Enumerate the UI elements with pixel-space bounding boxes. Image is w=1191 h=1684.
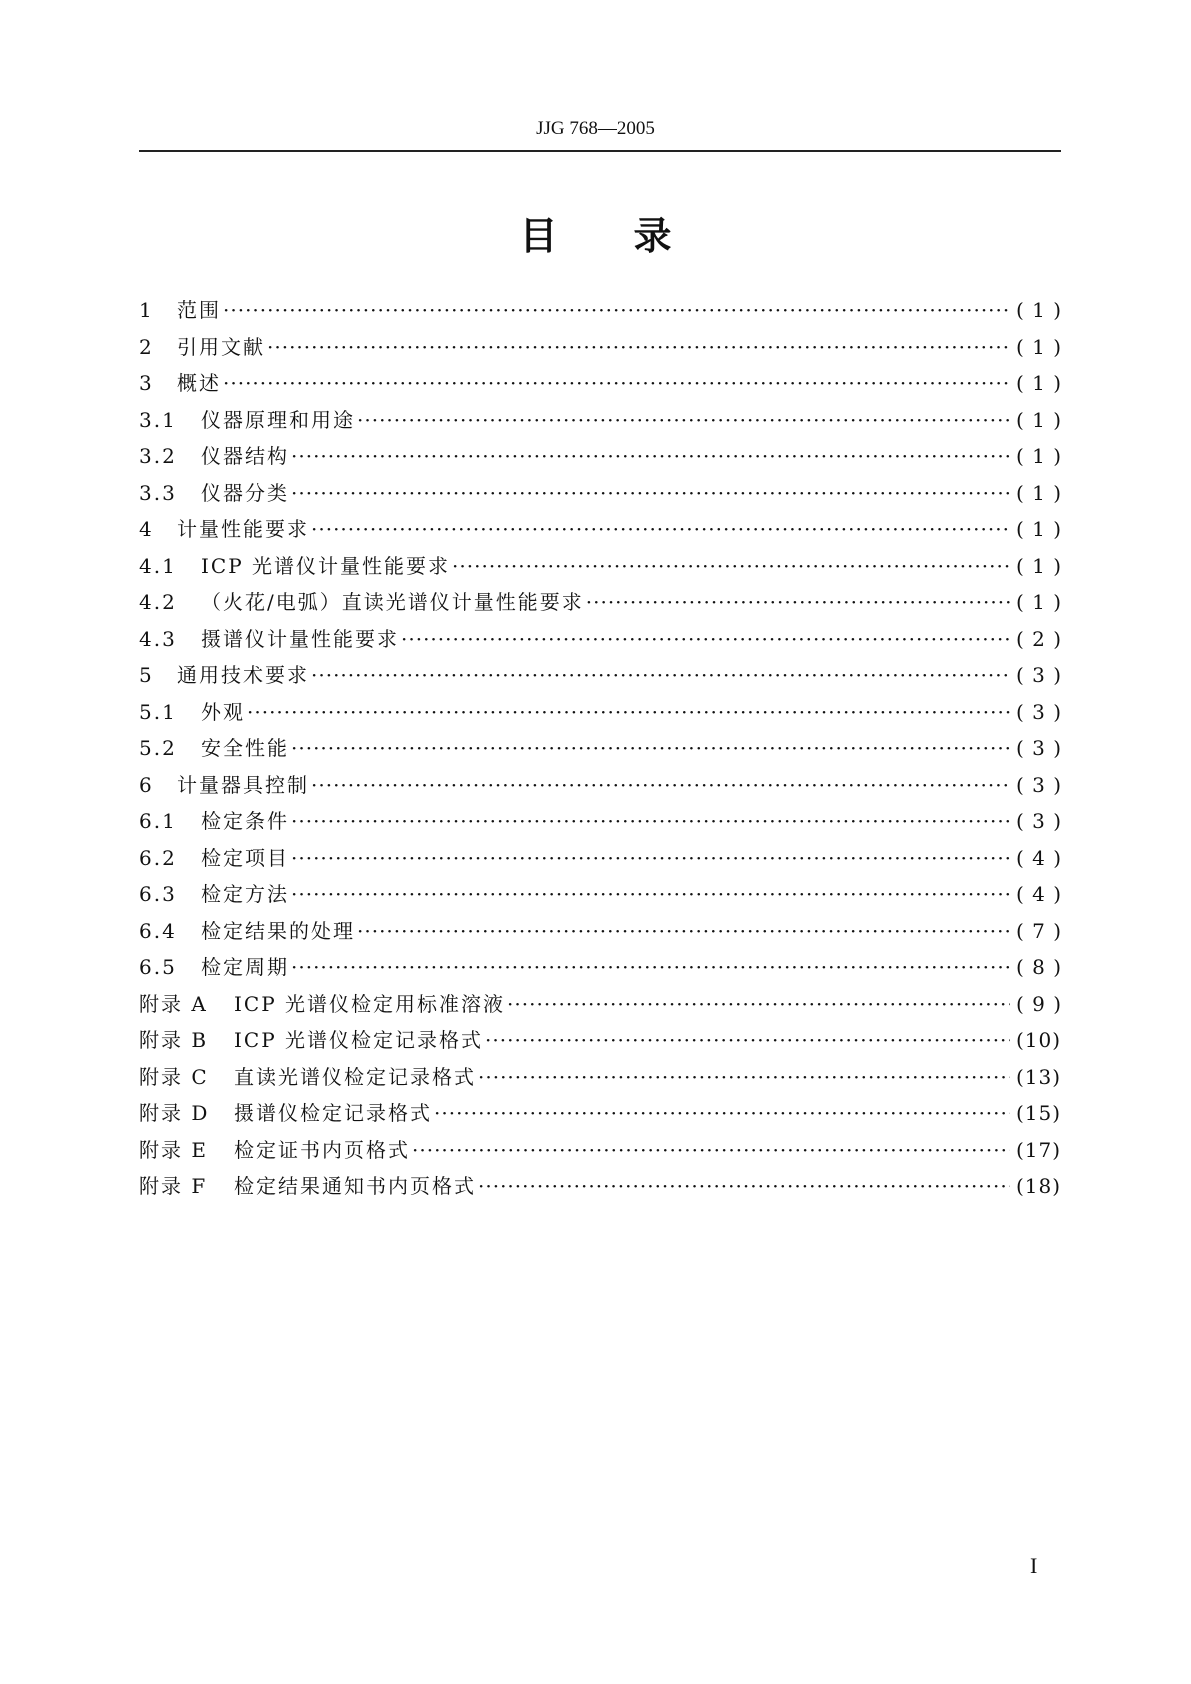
dot-leader	[478, 1059, 1010, 1096]
toc-entry-number: 3.3	[139, 480, 177, 505]
toc-entry-label: 检定条件	[201, 809, 289, 833]
toc-entry-label: 仪器原理和用途	[201, 407, 355, 432]
toc-entry[interactable]	[139, 876, 1061, 913]
toc-entry-number: 4	[139, 517, 154, 541]
toc-entry-label: （火花/电弧）直读光谱仪计量性能要求	[201, 590, 584, 614]
toc-entry-number: 5.2	[139, 736, 177, 760]
toc-entry-label: 引用文献	[177, 334, 265, 359]
toc-entry-number: 5.1	[139, 699, 177, 724]
dot-leader	[291, 475, 1010, 512]
toc-entry-page: ( 3 )	[1016, 809, 1063, 833]
toc-entry-label: ICP 光谱仪计量性能要求	[201, 553, 451, 578]
toc-entry-label: 仪器结构	[201, 444, 289, 468]
toc-entry-label: 检定方法	[201, 882, 289, 906]
dot-leader	[291, 730, 1010, 767]
toc-entry[interactable]	[139, 730, 1061, 767]
toc-entry[interactable]	[139, 329, 1061, 366]
toc-entry[interactable]	[139, 511, 1061, 548]
dot-leader	[452, 548, 1010, 585]
toc-entry[interactable]	[139, 584, 1061, 621]
toc-entry-label: 检定结果通知书内页格式	[234, 1174, 476, 1198]
toc-entry-page: ( 2 )	[1016, 626, 1063, 651]
dot-leader	[267, 329, 1010, 366]
toc-entry[interactable]	[139, 657, 1061, 694]
toc-entry-label: 检定周期	[201, 955, 289, 979]
toc-entry-label: 检定结果的处理	[201, 918, 355, 943]
toc-entry-label: 检定项目	[201, 845, 289, 870]
toc-entry-number: 6.1	[139, 809, 177, 833]
toc-entry-page: (17)	[1016, 1137, 1062, 1162]
toc-entry-number: 6.3	[139, 882, 177, 906]
toc-entry-number: 附录 E	[139, 1137, 208, 1162]
toc-entry-number: 附录 A	[139, 991, 208, 1016]
toc-entry[interactable]	[139, 438, 1061, 475]
toc-entry-label: ICP 光谱仪检定用标准溶液	[234, 991, 506, 1016]
toc-entry-number: 4.3	[139, 626, 177, 651]
toc-entry-page: ( 3 )	[1016, 699, 1063, 724]
toc-entry-page: ( 3 )	[1016, 736, 1063, 760]
toc-entry-number: 5	[139, 663, 154, 687]
dot-leader	[311, 767, 1010, 804]
dot-leader	[485, 1022, 1010, 1059]
toc-entry-page: ( 9 )	[1016, 991, 1063, 1016]
toc-entry-number: 附录 F	[139, 1174, 208, 1198]
dot-leader	[247, 694, 1010, 731]
toc-entry-page: ( 3 )	[1016, 772, 1063, 797]
toc-entry-page: ( 1 )	[1016, 480, 1063, 505]
toc-entry[interactable]	[139, 475, 1061, 512]
toc-entry[interactable]	[139, 1168, 1061, 1205]
toc-entry-page: (18)	[1016, 1174, 1062, 1198]
dot-leader	[223, 292, 1010, 329]
toc-entry[interactable]	[139, 767, 1061, 804]
toc-entry-page: (13)	[1016, 1064, 1062, 1089]
dot-leader	[357, 913, 1010, 950]
toc-entry[interactable]	[139, 1059, 1061, 1096]
toc-entry-label: ICP 光谱仪检定记录格式	[234, 1028, 484, 1052]
toc-entry-page: ( 1 )	[1016, 407, 1063, 432]
toc-entry-page: ( 4 )	[1016, 845, 1063, 870]
toc-entry-number: 6.4	[139, 918, 177, 943]
title-char: 目	[519, 214, 558, 258]
toc-entry-number: 3.2	[139, 444, 177, 468]
toc-entry-page: ( 7 )	[1016, 918, 1063, 943]
title-char: 录	[633, 214, 672, 258]
dot-leader	[507, 986, 1010, 1023]
toc-entry-number: 6.2	[139, 845, 177, 870]
toc-entry[interactable]	[139, 365, 1061, 402]
toc-entry-label: 计量性能要求	[177, 517, 309, 541]
header-rule	[139, 150, 1061, 152]
toc-entry-label: 仪器分类	[201, 480, 289, 505]
toc-entry-number: 4.2	[139, 590, 177, 614]
toc-entry-number: 3	[139, 371, 154, 395]
toc-entry-page: ( 1 )	[1016, 553, 1063, 578]
toc-entry-number: 附录 B	[139, 1028, 209, 1052]
toc-entry-number: 4.1	[139, 553, 177, 578]
dot-leader	[357, 402, 1010, 439]
toc-entry[interactable]	[139, 292, 1061, 329]
toc-entry-label: 计量器具控制	[177, 772, 309, 797]
toc-entry[interactable]	[139, 1132, 1061, 1169]
toc-entry-page: ( 1 )	[1016, 444, 1063, 468]
toc-entry-page: ( 4 )	[1016, 882, 1063, 906]
dot-leader	[434, 1095, 1010, 1132]
dot-leader	[291, 840, 1010, 877]
dot-leader	[291, 803, 1010, 840]
toc-entry[interactable]	[139, 402, 1061, 439]
toc-entry-label: 摄谱仪计量性能要求	[201, 626, 399, 651]
toc-entry[interactable]	[139, 694, 1061, 731]
dot-leader	[478, 1168, 1010, 1205]
toc-entry[interactable]	[139, 548, 1061, 585]
dot-leader	[291, 438, 1010, 475]
toc-entry-page: (15)	[1016, 1101, 1062, 1125]
toc-entry-number: 6	[139, 772, 154, 797]
dot-leader	[311, 657, 1010, 694]
dot-leader	[291, 949, 1010, 986]
toc-entry-label: 通用技术要求	[177, 663, 309, 687]
dot-leader	[291, 876, 1010, 913]
toc-entry-number: 3.1	[139, 407, 177, 432]
toc-entry-number: 2	[139, 334, 154, 359]
toc-entry-page: (10)	[1016, 1028, 1062, 1052]
toc-entry-page: ( 1 )	[1016, 334, 1063, 359]
dot-leader	[412, 1132, 1010, 1169]
toc-entry-page: ( 1 )	[1016, 590, 1063, 614]
toc-entry-page: ( 1 )	[1016, 298, 1063, 322]
toc-entry-label: 摄谱仪检定记录格式	[234, 1101, 432, 1125]
toc-entry[interactable]	[139, 621, 1061, 658]
toc-entry[interactable]	[139, 986, 1061, 1023]
toc-entry-page: ( 1 )	[1016, 371, 1063, 395]
toc-entry-label: 范围	[177, 298, 221, 322]
toc-entry[interactable]	[139, 803, 1061, 840]
toc-entry[interactable]	[139, 913, 1061, 950]
toc-entry[interactable]	[139, 949, 1061, 986]
page-number: I	[1030, 1553, 1038, 1578]
toc-entry-number: 6.5	[139, 955, 177, 979]
toc-entry-page: ( 8 )	[1016, 955, 1063, 979]
dot-leader	[586, 584, 1010, 621]
toc-entry-number: 1	[139, 298, 154, 322]
toc-entry-label: 外观	[201, 699, 245, 724]
dot-leader	[401, 621, 1010, 658]
toc-entry-label: 安全性能	[201, 736, 289, 760]
toc-entry-page: ( 1 )	[1016, 517, 1063, 541]
dot-leader	[223, 365, 1010, 402]
toc-entry[interactable]	[139, 1022, 1061, 1059]
toc-entry-number: 附录 C	[139, 1064, 209, 1089]
table-of-contents	[139, 292, 1061, 1205]
toc-entry-label: 检定证书内页格式	[234, 1137, 410, 1162]
document-code-header: JJG 768—2005	[536, 118, 655, 139]
toc-entry-label: 直读光谱仪检定记录格式	[234, 1064, 476, 1089]
page-title	[0, 205, 1191, 260]
toc-entry[interactable]	[139, 1095, 1061, 1132]
toc-entry-number: 附录 D	[139, 1101, 210, 1125]
toc-entry[interactable]	[139, 840, 1061, 877]
toc-entry-label: 概述	[177, 371, 221, 395]
toc-entry-page: ( 3 )	[1016, 663, 1063, 687]
dot-leader	[311, 511, 1010, 548]
